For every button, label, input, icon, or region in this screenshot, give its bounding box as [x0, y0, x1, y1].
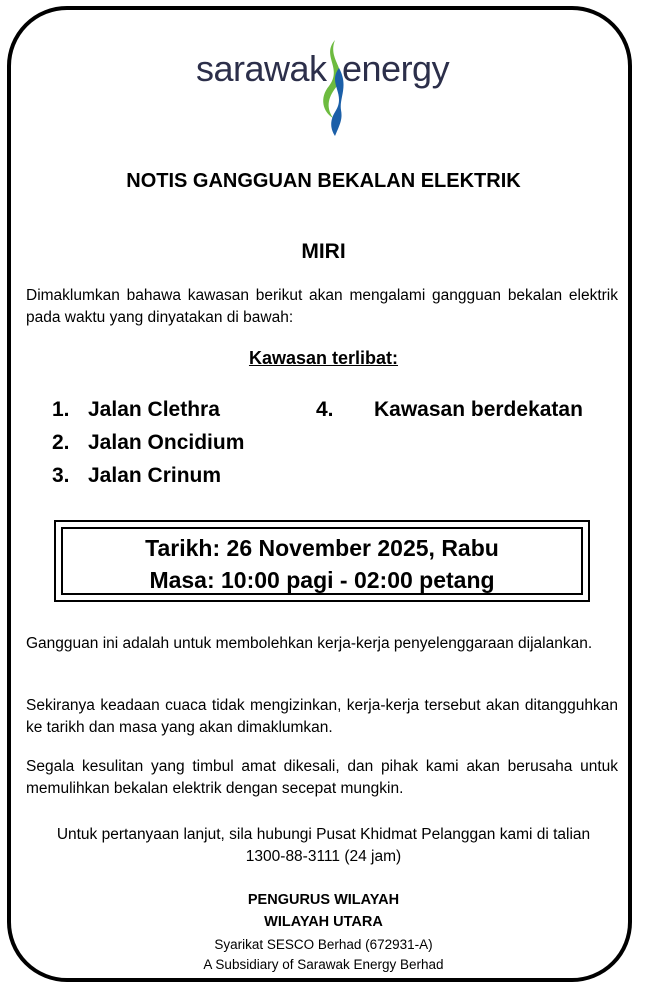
contact-info	[0, 824, 647, 868]
area-name: Jalan Oncidium	[88, 431, 245, 454]
contact-phone: 1300-88-3111 (24 jam)	[245, 848, 402, 865]
area-name: Jalan Clethra	[88, 398, 220, 421]
logo-text-left: sarawak	[196, 48, 327, 89]
time-line: Masa: 10:00 pagi - 02:00 petang	[149, 567, 495, 593]
logo-text-right: energy	[342, 48, 450, 89]
contact-line: Untuk pertanyaan lanjut, sila hubungi Pusat Khidmat Pelanggan kami di talian	[56, 826, 591, 843]
signature-company: Syarikat SESCO Berhad (672931-A)	[214, 937, 433, 952]
area-name: Kawasan berdekatan	[374, 398, 583, 421]
date-line: Tarikh: 26 November 2025, Rabu	[145, 535, 499, 561]
signature-region: WILAYAH UTARA	[264, 914, 383, 930]
area-item	[52, 398, 220, 422]
signature-title: PENGURUS WILAYAH	[247, 892, 400, 908]
weather-paragraph: Sekiranya keadaan cuaca tidak mengizinkan, kerja-kerja tersebut akan ditangguhkan ke tarikh dan masa yang akan dimaklumkan.	[26, 697, 618, 736]
schedule-box	[54, 520, 590, 602]
area-name: Jalan Crinum	[88, 464, 222, 487]
signature-subsidiary: A Subsidiary of Sarawak Energy Berhad	[203, 957, 444, 972]
intro-paragraph: Dimaklumkan bahawa kawasan berikut akan mengalami gangguan bekalan elektrik pada waktu yang dinyatakan di bawah:	[26, 287, 618, 326]
schedule-box-inner-border	[61, 527, 583, 595]
area-number: 1.	[52, 398, 70, 421]
area-item	[52, 464, 221, 488]
area-number: 4.	[316, 398, 334, 421]
notice-title: NOTIS GANGGUAN BEKALAN ELEKTRIK	[126, 170, 521, 192]
area-number: 3.	[52, 464, 70, 487]
area-item	[316, 398, 583, 422]
maintenance-paragraph: Gangguan ini adalah untuk membolehkan kerja-kerja penyelenggaraan dijalankan.	[26, 635, 593, 652]
apology-paragraph: Segala kesulitan yang timbul amat dikesali, dan pihak kami akan berusaha untuk memulihkan bekalan elektrik dengan secepat mungkin.	[26, 758, 618, 797]
area-number: 2.	[52, 431, 70, 454]
location-heading: MIRI	[301, 240, 346, 263]
area-item	[52, 431, 244, 455]
areas-heading: Kawasan terlibat:	[248, 348, 399, 368]
